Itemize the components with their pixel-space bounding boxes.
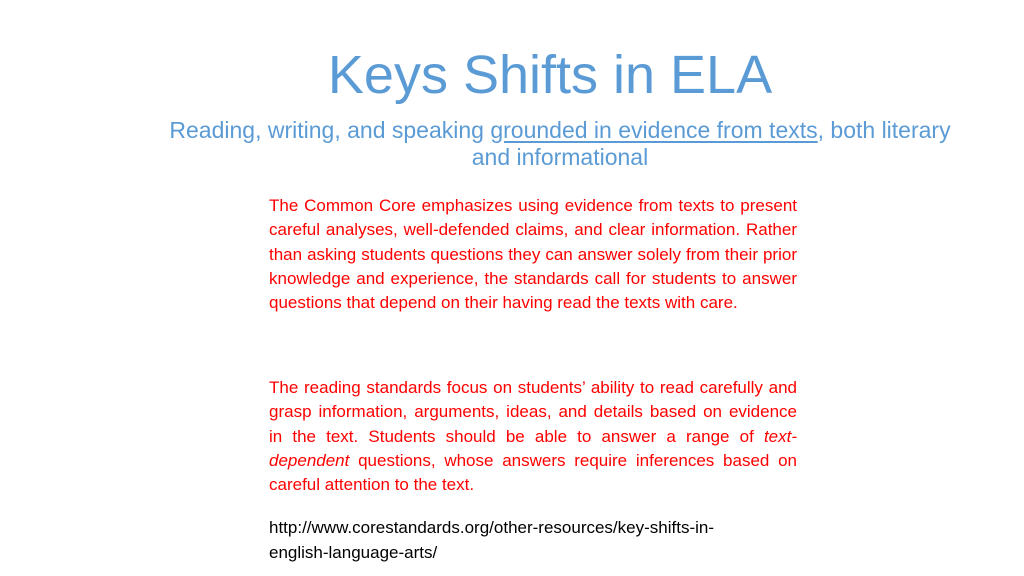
source-url-line-1[interactable]: http://www.corestandards.org/other-resources/key-shifts-in- [269,518,715,537]
subtitle-lead-text: Reading, writing, and speaking [169,117,491,143]
body-paragraph-reading-standards [269,376,797,497]
paragraph-2-italic-term: text-dependent [269,426,797,470]
source-url[interactable] [269,516,797,565]
source-url-line-2[interactable]: english-language-arts/ [269,542,438,562]
slide-title: Keys Shifts in ELA [327,45,773,105]
subtitle-trailing-text: , both literary and informational [471,117,951,170]
slide-subtitle [150,117,970,171]
paragraph-2-trailing-text: questions, whose answers require inferences based on careful attention to the text. [269,450,797,495]
subtitle-emphasis-text: grounded in evidence from texts [490,117,818,143]
paragraph-2-lead-text: The reading standards focus on students’ ability to read carefully and grasp information, arguments, ideas, and details based on evidence in the text. Students should be able to answer a range of [269,378,797,446]
body-paragraph-common-core: The Common Core emphasizes using evidence from texts to present careful analyses, well-defended claims, and clear information. Rather than asking students questions they can answer solely from their prior knowledge and experience, the standards call for students to answer questions that depend on their having read the texts with care. [269,196,797,313]
